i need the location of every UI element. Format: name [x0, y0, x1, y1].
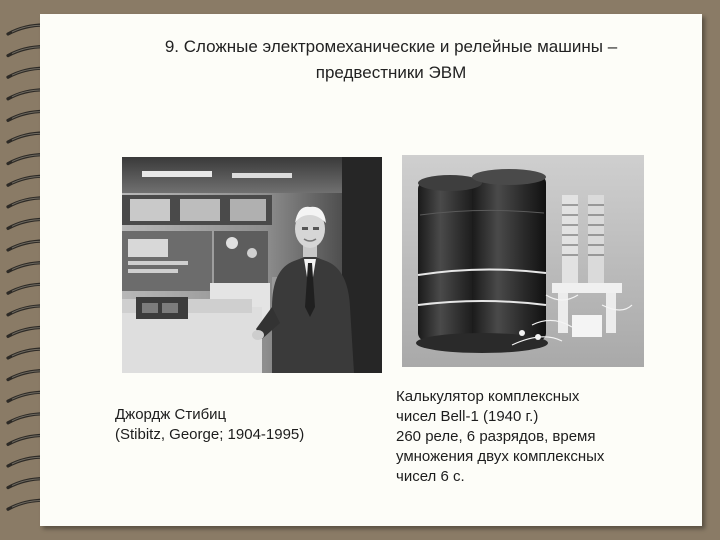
bell1-calculator-image: [402, 155, 644, 367]
stibitz-photo: [122, 157, 382, 373]
stibitz-caption-line-1: Джордж Стибиц: [115, 406, 227, 423]
bell1-caption-line-3: 260 реле, 6 разрядов, время: [396, 428, 596, 445]
bell1-caption-line-2: чисел Bell-1 (1940 г.): [396, 408, 539, 425]
title-line-1: 9. Сложные электромеханические и релейные машины –: [164, 37, 618, 56]
bell1-caption-line-5: чисел 6 с.: [396, 468, 465, 485]
bell1-caption: [396, 387, 604, 487]
stibitz-caption: [115, 405, 304, 445]
stibitz-photo-image: [122, 157, 382, 373]
slide-title: [96, 34, 686, 86]
title-line-2: предвестники ЭВМ: [315, 63, 467, 82]
bell1-caption-line-4: умножения двух комплексных: [396, 448, 605, 465]
stibitz-caption-line-2: (Stibitz, George; 1904-1995): [115, 426, 305, 443]
bell1-calculator-photo: [402, 155, 644, 367]
bell1-caption-line-1: Калькулятор комплексных: [396, 388, 580, 405]
